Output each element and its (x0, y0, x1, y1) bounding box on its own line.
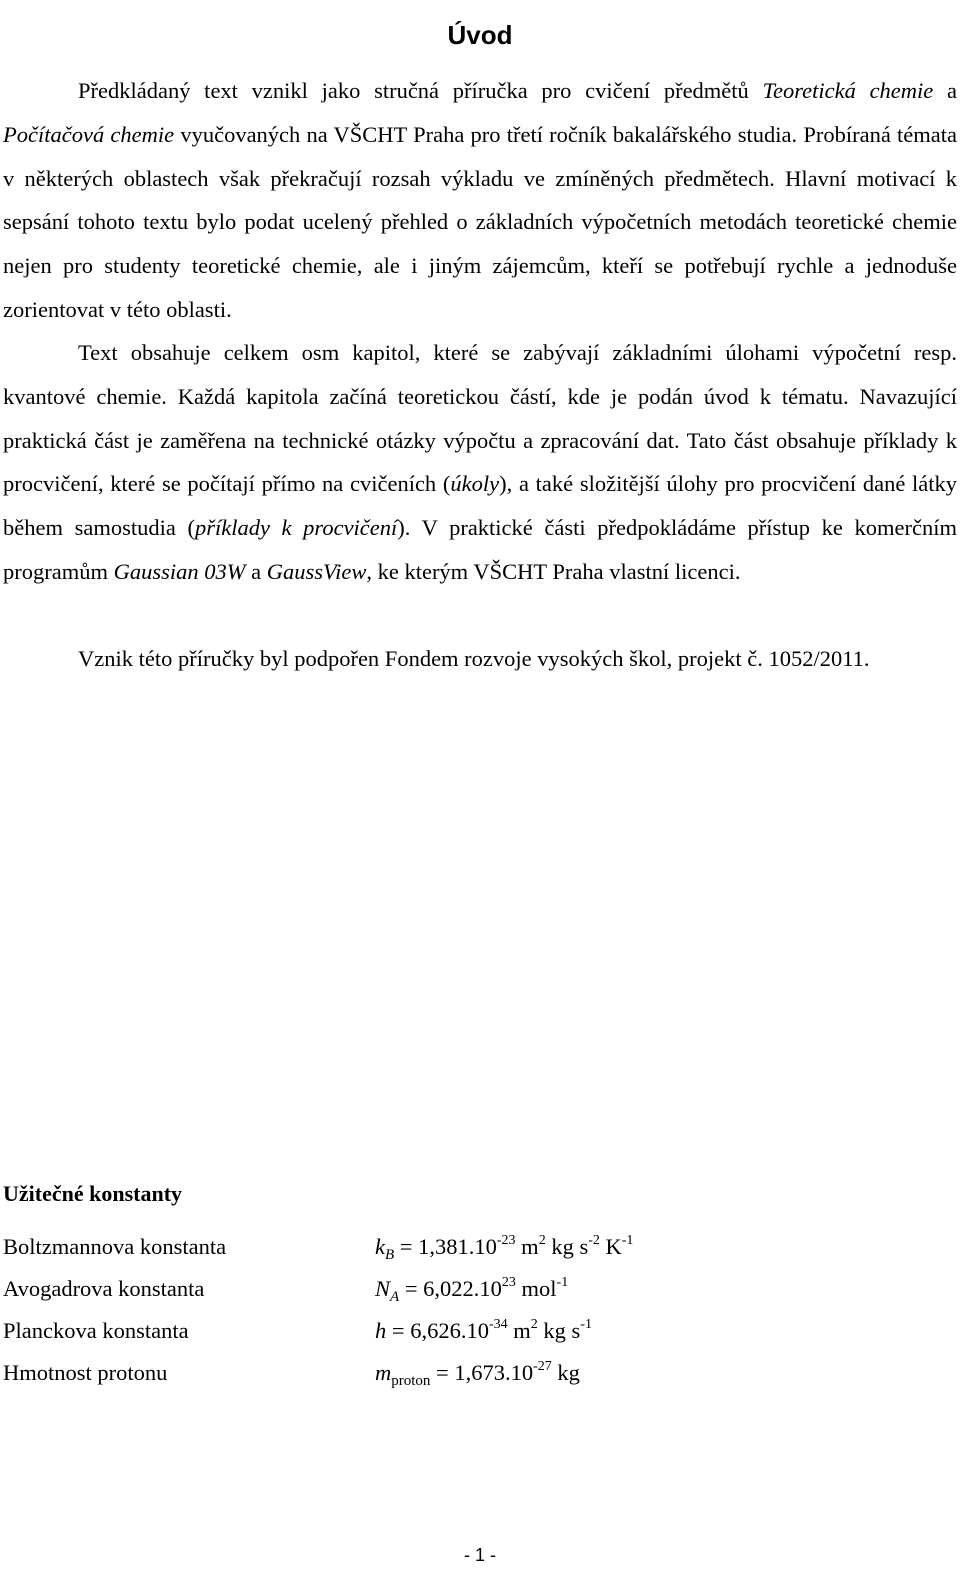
constant-name: Boltzmannova konstanta (3, 1234, 227, 1259)
constant-row-boltzmann (3, 1226, 933, 1268)
constant-symbol-subscript: proton (391, 1373, 431, 1389)
constant-symbol: N (375, 1276, 391, 1301)
constant-name: Avogadrova konstanta (3, 1276, 205, 1301)
constant-row-planck (3, 1310, 933, 1352)
constant-name: Hmotnost protonu (3, 1360, 168, 1385)
constant-unit: m (515, 1234, 539, 1259)
constant-row-avogadro (3, 1268, 933, 1310)
paragraph-text: a (245, 558, 267, 584)
funding-paragraph (3, 637, 957, 681)
constant-unit: m (507, 1318, 531, 1343)
constant-exponent: -27 (533, 1359, 552, 1374)
paragraph-text: Text obsahuje celkem osm kapitol, které se zabývají základními úlohami výpočetní resp. kvantové chemie. Každá kapitola začíná teoretickou částí, kde je podán úvod k tématu. Navazující praktická část je zaměřena na technické otázky výpočtu a zpracování dat. Tato část obsahuje příklady k procvičení, které se počítají přímo na cvičeních ( (3, 340, 957, 497)
constant-unit-exponent: 2 (538, 1233, 546, 1248)
course-name-theoretical-chemistry: Teoretická chemie (762, 78, 934, 103)
structure-paragraph (3, 331, 957, 594)
software-gaussview: GaussView (266, 558, 367, 584)
page-number: - 1 - (463, 1545, 496, 1565)
paragraph-text: ), a také složitější úlohy pro procvičení dané látky během samostudia ( (3, 471, 957, 541)
page-title: Úvod (447, 20, 513, 51)
constant-exponent: -34 (488, 1317, 508, 1332)
constant-mantissa: = 1,673.10 (430, 1360, 534, 1385)
constant-exponent: -23 (496, 1233, 516, 1248)
constant-symbol-subscript: B (385, 1247, 395, 1263)
constant-mantissa: = 1,381.10 (394, 1234, 497, 1259)
constant-unit: kg (551, 1360, 580, 1385)
constant-unit-exponent: -1 (580, 1317, 592, 1332)
intro-paragraph (3, 69, 957, 332)
constant-value (375, 1352, 580, 1394)
constant-mantissa: = 6,626.10 (386, 1318, 489, 1343)
course-name-computational-chemistry: Počítačová chemie (3, 121, 175, 147)
software-gaussian: Gaussian 03W (113, 558, 246, 584)
constant-unit: K (599, 1234, 622, 1259)
constant-value (375, 1310, 592, 1352)
constant-unit: kg s (537, 1318, 581, 1343)
constant-symbol: h (375, 1318, 387, 1343)
constant-value (375, 1226, 633, 1268)
constant-value (375, 1268, 568, 1310)
constant-name: Planckova konstanta (3, 1318, 189, 1343)
paragraph-text: ). V praktické části předpokládáme přístup ke komerčním programům (3, 515, 957, 584)
paragraph-text: a (933, 78, 957, 103)
constants-heading: Užitečné konstanty (3, 1181, 183, 1206)
constant-unit-exponent: -1 (556, 1275, 569, 1290)
constant-row-proton-mass (3, 1352, 933, 1394)
paragraph-text: Vznik této příručky byl podpořen Fondem rozvoje vysokých škol, projekt č. 1052/2011. (78, 646, 870, 671)
paragraph-text: , ke kterým VŠCHT Praha vlastní licenci. (366, 558, 741, 584)
term-ukoly: úkoly (450, 471, 500, 497)
paragraph-text: Předkládaný text vznikl jako stručná příručka pro cvičení předmětů (78, 78, 763, 103)
constant-unit-exponent: 2 (530, 1317, 538, 1332)
constant-unit-exponent: -1 (621, 1233, 634, 1248)
paragraph-text: vyučovaných na VŠCHT Praha pro třetí ročník bakalářského studia. Probíraná témata v některých oblastech však překračují rozsah výkladu ve zmíněných předmětech. Hlavní motivací k sepsání tohoto textu bylo podat ucelený přehled o základních výpočetních metodách teoretické chemie nejen pro studenty teoretické chemie, ale i jiným zájemcům, kteří se potřebují rychle a jednoduše zorientovat v této oblasti. (3, 121, 957, 322)
constant-unit-exponent: -2 (588, 1233, 600, 1248)
term-priklady: příklady k procvičení (194, 515, 398, 541)
constant-unit: kg s (545, 1234, 589, 1259)
constant-symbol-subscript: A (390, 1289, 400, 1305)
constant-unit: mol (515, 1276, 557, 1301)
constant-symbol: k (375, 1234, 385, 1259)
constant-symbol: m (375, 1360, 392, 1385)
constant-mantissa: = 6,022.10 (399, 1276, 502, 1301)
constant-exponent: 23 (501, 1275, 516, 1290)
